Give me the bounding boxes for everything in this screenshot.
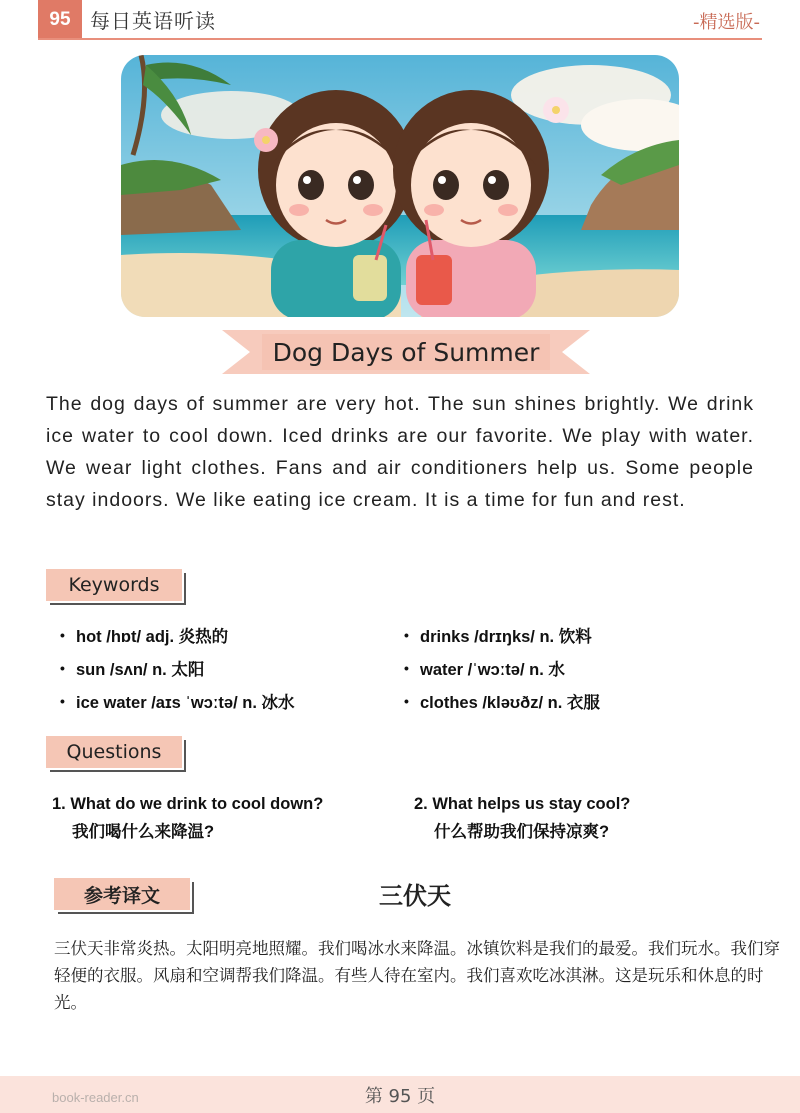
article-title-banner (222, 330, 590, 374)
story-illustration (121, 55, 679, 317)
questions-label (46, 736, 186, 770)
translation-label-text: 参考译文 (54, 878, 190, 910)
page-footer (0, 1076, 800, 1113)
keyword-item: • sun /sʌn/ n. 太阳 (60, 651, 295, 684)
keyword-text: water /ˈwɔːtə/ n. 水 (420, 660, 565, 679)
beach-girls-illustration (121, 55, 679, 317)
keyword-text: sun /sʌn/ n. 太阳 (76, 660, 205, 679)
page-header (0, 0, 800, 42)
page-badge: 95 (38, 0, 82, 40)
keywords-list-right (404, 618, 600, 717)
translation-title: 三伏天 (379, 882, 451, 910)
keyword-text: clothes /kləʊðz/ n. 衣服 (420, 693, 600, 712)
keyword-item: • water /ˈwɔːtə/ n. 水 (404, 651, 600, 684)
question-en: 2. What helps us stay cool? (414, 795, 631, 813)
question-cn: 什么帮助我们保持凉爽? (434, 823, 610, 841)
question-1 (52, 790, 323, 846)
page-number: 第 95 页 (364, 1086, 436, 1107)
keyword-item: • ice water /aɪs ˈwɔːtə/ n. 冰水 (60, 684, 295, 717)
translation-passage: 三伏天非常炎热。太阳明亮地照耀。我们喝冰水来降温。冰镇饮料是我们的最爱。我们玩水。我们穿轻便的衣服。风扇和空调帮我们降温。有些人待在室内。我们喜欢吃冰淇淋。这是玩乐和休息的时光。 (54, 939, 780, 1012)
question-2 (414, 790, 630, 846)
keyword-item: • hot /hɒt/ adj. 炎热的 (60, 618, 295, 651)
header-divider (38, 38, 762, 40)
article-title: Dog Days of Summer (272, 337, 540, 367)
keyword-text: ice water /aɪs ˈwɔːtə/ n. 冰水 (76, 693, 295, 712)
question-cn: 我们喝什么来降温? (72, 823, 215, 841)
watermark: book-reader.cn (52, 1090, 139, 1105)
edition-label: -精选版- (693, 12, 760, 33)
keyword-text: drinks /drɪŋks/ n. 饮料 (420, 627, 592, 646)
keywords-label-text: Keywords (46, 569, 182, 601)
header-title: 每日英语听读 (90, 9, 216, 33)
questions-label-text: Questions (46, 736, 182, 768)
keyword-text: hot /hɒt/ adj. 炎热的 (76, 627, 229, 646)
keyword-item: • drinks /drɪŋks/ n. 饮料 (404, 618, 600, 651)
keyword-item: • clothes /kləʊðz/ n. 衣服 (404, 684, 600, 717)
question-en: 1. What do we drink to cool down? (52, 795, 324, 813)
keywords-list-left (60, 618, 295, 717)
article-passage: The dog days of summer are very hot. The sun shines brightly. We drink ice water to cool down. Iced drinks are our favorite. We play with water. We wear light clothes. Fans and air conditioners help us. Some people stay indoors. We like eating ice cream. It is a time for fun and rest. (46, 393, 754, 511)
keywords-label (46, 569, 186, 603)
translation-label (54, 878, 194, 912)
